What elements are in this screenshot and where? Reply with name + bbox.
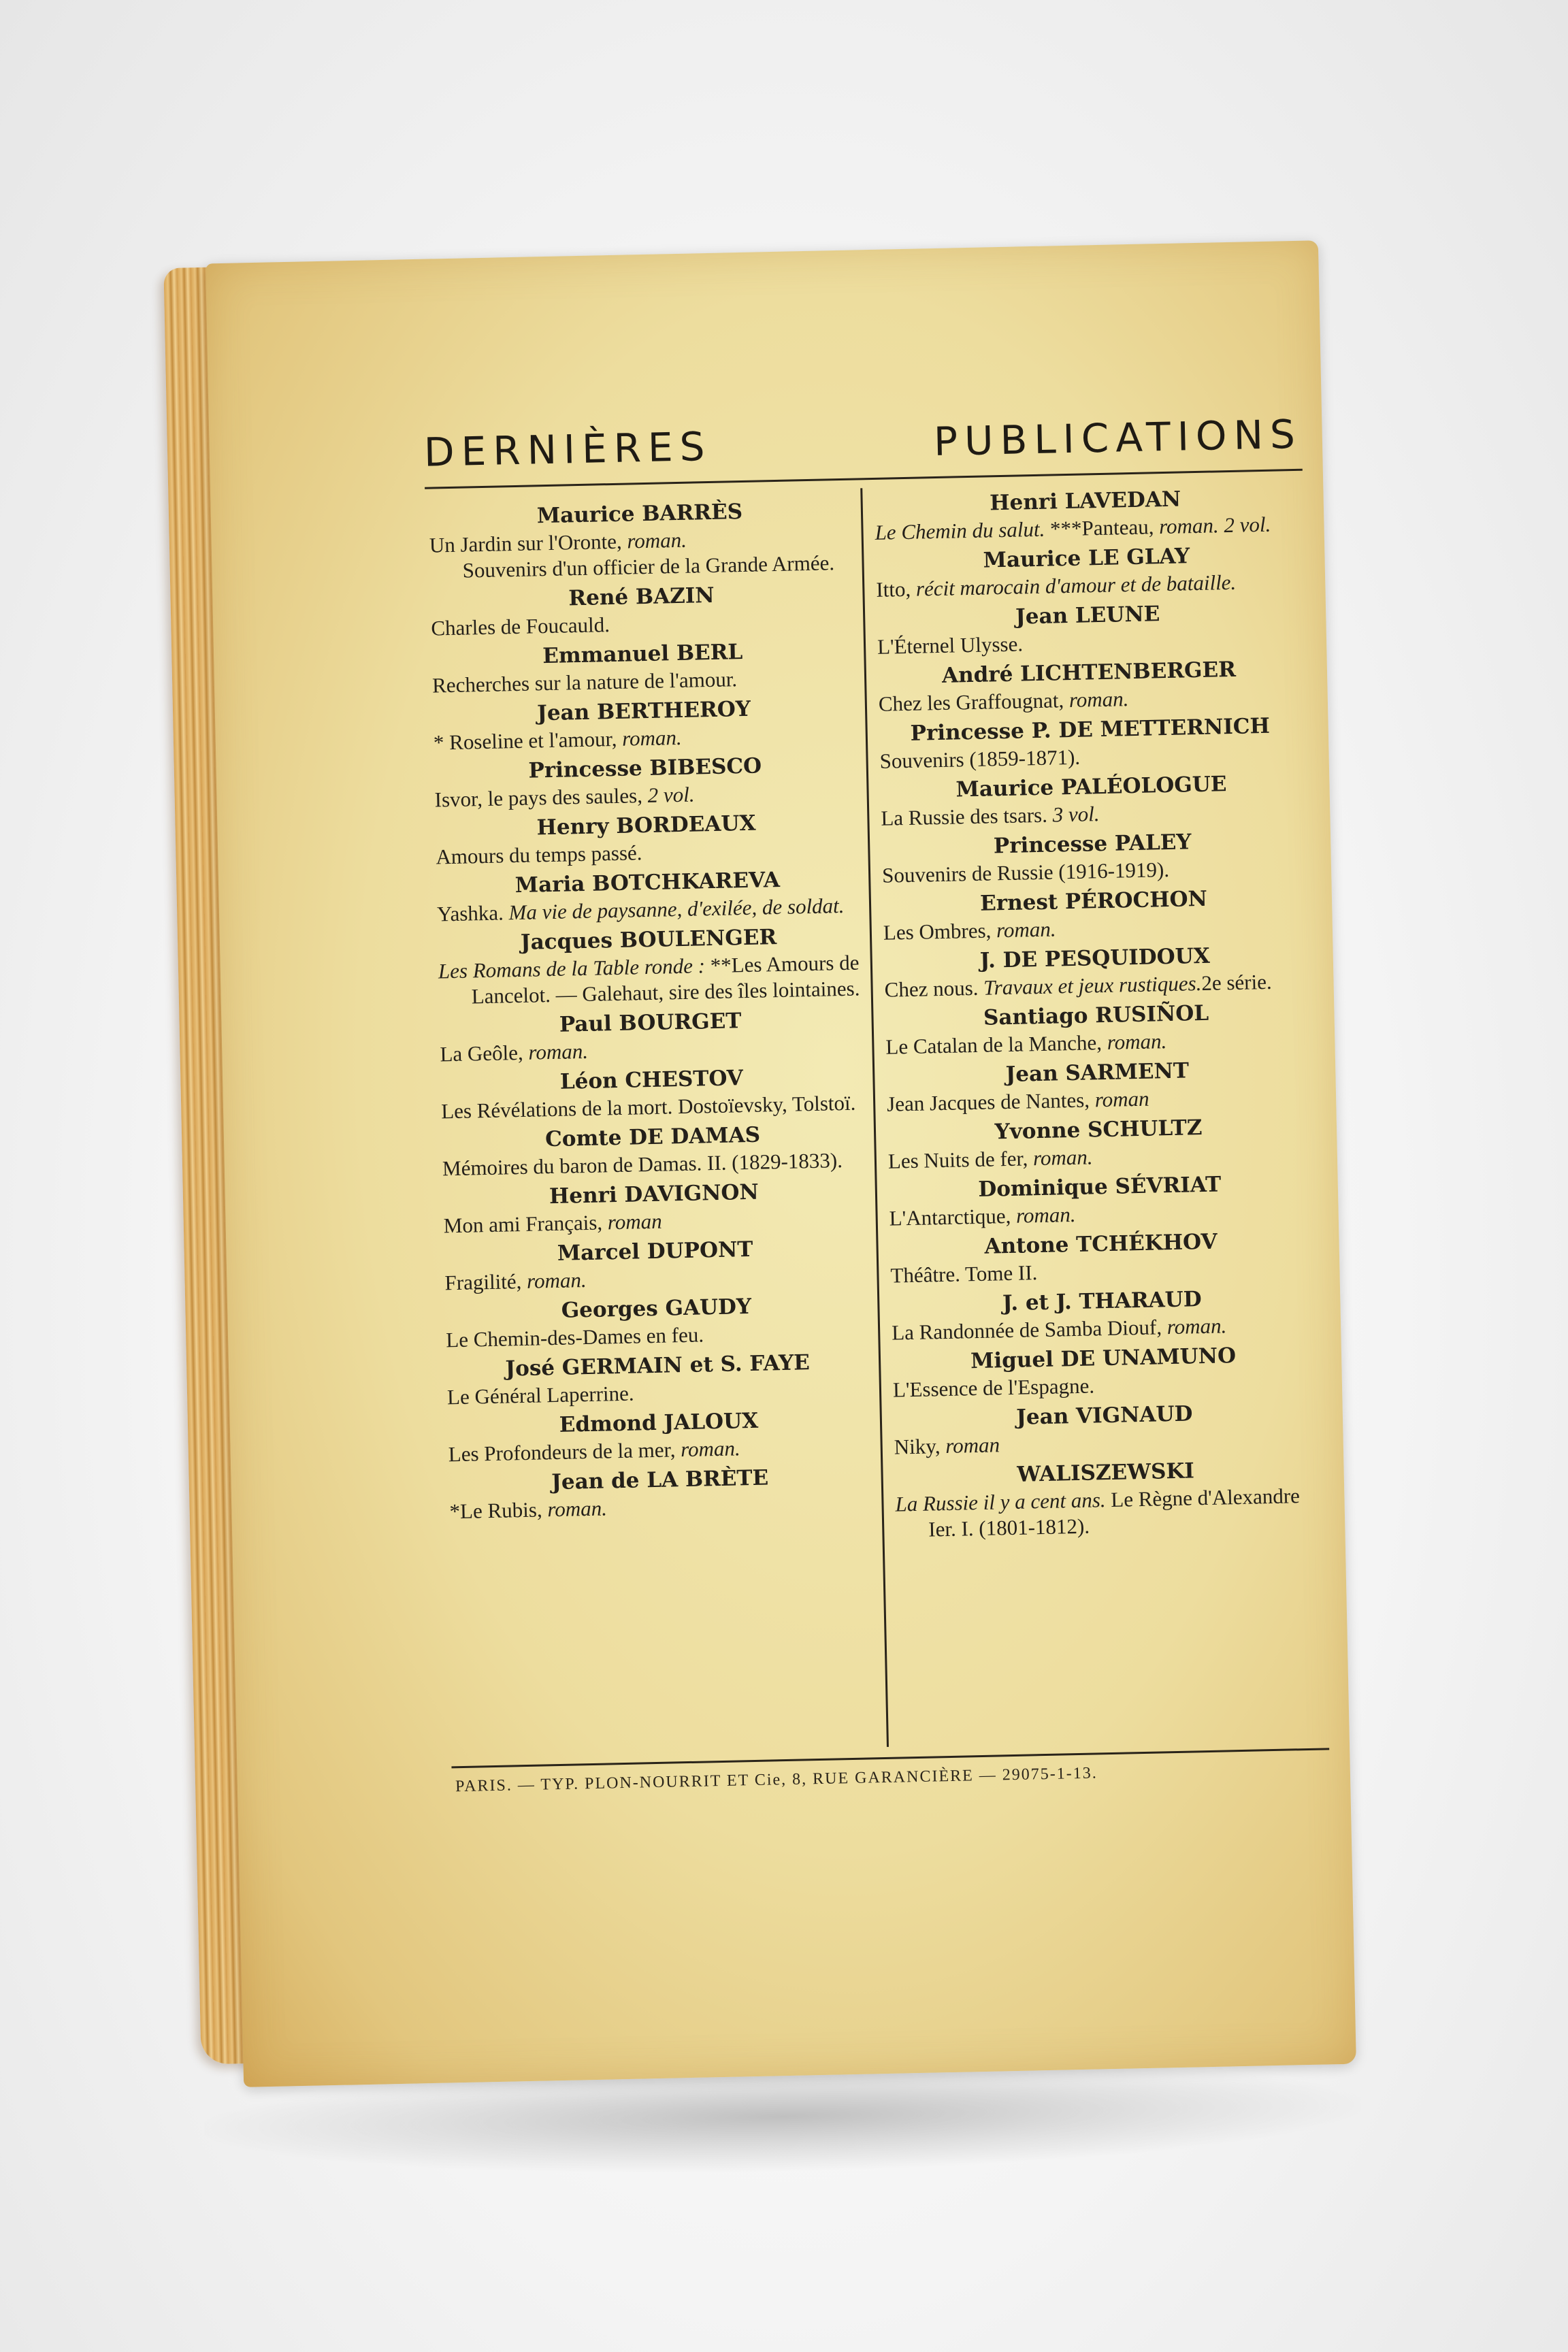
publication-entry bbox=[886, 1054, 1309, 1117]
author-name: J. et J. THARAUD bbox=[1002, 1287, 1203, 1316]
title-italic-text: roman. bbox=[1032, 1145, 1093, 1171]
title-text: **Les Amours de Lancelot. — Galehaut, sire des îles lointaines. bbox=[471, 950, 860, 1009]
book-title bbox=[895, 1483, 1318, 1544]
publication-entry bbox=[448, 1404, 871, 1467]
author-name: José GERMAIN et S. FAYE bbox=[505, 1350, 811, 1382]
publication-entry bbox=[440, 1061, 864, 1124]
publication-entry bbox=[439, 1004, 862, 1067]
title-text: Recherches sur la nature de l'amour. bbox=[431, 667, 738, 698]
book-title bbox=[429, 524, 851, 585]
publication-entry bbox=[877, 597, 1300, 660]
title-text: Mon ami Français, bbox=[443, 1210, 608, 1238]
title-text: L'Antarctique, bbox=[889, 1203, 1017, 1230]
book-title bbox=[438, 950, 861, 1011]
publication-entry bbox=[438, 921, 861, 1011]
title-text: Le Chemin-des-Dames en feu. bbox=[445, 1322, 704, 1352]
publication-entry bbox=[430, 578, 853, 642]
title-italic-text: La Russie il y a cent ans. bbox=[895, 1487, 1111, 1516]
author-name: Princesse PALEY bbox=[993, 830, 1192, 859]
author-name: Jean LEUNE bbox=[1015, 602, 1160, 630]
publication-entry bbox=[893, 1397, 1316, 1460]
title-italic-text: roman. bbox=[1068, 687, 1129, 712]
author-name: Princesse P. DE METTERNICH bbox=[910, 713, 1271, 746]
author-name: André LICHTENBERGER bbox=[941, 657, 1237, 688]
author-name: Edmond JALOUX bbox=[559, 1408, 759, 1437]
title-italic-text: roman. bbox=[627, 527, 687, 553]
author-name: Maria BOTCHKAREVA bbox=[514, 867, 781, 898]
title-text: Charles de Foucauld. bbox=[431, 612, 610, 640]
publication-entry bbox=[885, 997, 1308, 1060]
title-italic-text: roman. bbox=[547, 1496, 608, 1522]
publication-entry bbox=[429, 495, 852, 585]
author-name: Jean SARMENT bbox=[1005, 1058, 1190, 1088]
title-italic-text: Les Romans de la Table ronde : bbox=[438, 953, 711, 983]
title-text: L'Essence de l'Espagne. bbox=[892, 1373, 1095, 1402]
title-italic-text: roman. bbox=[1015, 1202, 1076, 1228]
title-text: Fragilité, bbox=[444, 1269, 527, 1295]
title-italic-text: roman. bbox=[996, 917, 1056, 943]
title-text: L'Éternel Ulysse. bbox=[877, 632, 1024, 659]
publication-entry bbox=[445, 1290, 868, 1353]
title-text: Le Règne d'Alexandre Ier. I. (1801-1812). bbox=[928, 1484, 1301, 1541]
title-text: 2e série. bbox=[1201, 969, 1273, 995]
author-name: Paul BOURGET bbox=[559, 1009, 742, 1037]
left-column bbox=[429, 495, 872, 1528]
publication-entry bbox=[442, 1118, 865, 1181]
author-name: Princesse BIBESCO bbox=[528, 753, 762, 783]
author-name: Ernest PÉROCHON bbox=[979, 886, 1208, 916]
title-italic-text: roman bbox=[607, 1209, 662, 1235]
author-name: Marcel DUPONT bbox=[557, 1237, 753, 1266]
title-italic-text: roman. bbox=[1107, 1029, 1167, 1054]
author-name: Georges GAUDY bbox=[561, 1294, 752, 1323]
title-extra-text: Souvenirs d'un officier de la Grande Armée. bbox=[462, 551, 835, 583]
publication-entry bbox=[446, 1347, 870, 1410]
title-text: Souvenirs de Russie (1916-1919). bbox=[881, 857, 1170, 887]
publication-entry bbox=[434, 750, 857, 813]
author-name: Antone TCHÉKHOV bbox=[984, 1229, 1218, 1259]
title-text: Le Général Laperrine. bbox=[446, 1381, 634, 1409]
publication-entry bbox=[433, 693, 856, 756]
title-text: La Russie des tsars. bbox=[881, 802, 1053, 830]
page-heading bbox=[423, 411, 1302, 476]
author-name: Yvonne SCHULTZ bbox=[994, 1115, 1203, 1145]
printer-imprint: PARIS. — TYP. PLON-NOURRIT ET Cie, 8, RUE GARANCIÈRE — 29075-1-13. bbox=[455, 1764, 1098, 1796]
title-text: Jean Jacques de Nantes, bbox=[886, 1088, 1096, 1116]
publication-entry bbox=[874, 483, 1297, 546]
title-text: Amours du temps passé. bbox=[436, 840, 642, 869]
author-name: Dominique SÉVRIAT bbox=[977, 1172, 1222, 1202]
author-name: Comte DE DAMAS bbox=[544, 1122, 761, 1152]
author-name: Maurice PALÉOLOGUE bbox=[956, 772, 1227, 802]
author-name: René BAZIN bbox=[568, 583, 715, 611]
author-name: Jacques BOULENGER bbox=[520, 925, 777, 955]
title-text: Niky, bbox=[894, 1434, 946, 1459]
title-italic-text: Ma vie de paysanne, d'exilée, de soldat. bbox=[508, 893, 845, 925]
publication-entry bbox=[878, 654, 1301, 717]
title-italic-text: roman bbox=[1094, 1086, 1149, 1112]
title-italic-text: roman. 2 vol. bbox=[1158, 512, 1271, 539]
author-name: Henry BORDEAUX bbox=[536, 811, 756, 840]
publication-entry bbox=[443, 1175, 866, 1239]
title-italic-text: récit marocain d'amour et de bataille. bbox=[915, 570, 1237, 601]
publication-entry bbox=[888, 1169, 1311, 1232]
publication-entry bbox=[889, 1226, 1313, 1289]
title-text: ***Panteau, bbox=[1049, 514, 1160, 541]
title-text: Les Nuits de fer, bbox=[887, 1146, 1034, 1173]
author-name: Santiago RUSIÑOL bbox=[983, 1000, 1209, 1030]
publication-entry bbox=[436, 864, 860, 928]
author-name: Jean de LA BRÈTE bbox=[551, 1465, 769, 1495]
publication-entry bbox=[435, 807, 858, 870]
title-text: Les Profondeurs de la mer, bbox=[448, 1437, 681, 1467]
title-italic-text: roman. bbox=[680, 1436, 741, 1462]
author-name: Maurice LE GLAY bbox=[983, 544, 1190, 573]
publication-entry bbox=[892, 1340, 1316, 1403]
title-text: Chez nous. bbox=[884, 975, 984, 1002]
title-text: Chez les Graffougnat, bbox=[878, 687, 1070, 716]
title-text: Les Ombres, bbox=[883, 918, 997, 945]
title-italic-text: roman. bbox=[621, 725, 683, 751]
publication-entry bbox=[887, 1111, 1311, 1175]
title-italic-text: roman bbox=[945, 1433, 1000, 1458]
publication-entry bbox=[881, 826, 1305, 889]
title-italic-text: 2 vol. bbox=[647, 782, 695, 807]
heading-word-2: PUBLICATIONS bbox=[933, 410, 1303, 466]
title-italic-text: roman. bbox=[1166, 1313, 1227, 1339]
publication-entry bbox=[894, 1454, 1318, 1544]
author-name: Léon CHESTOV bbox=[559, 1066, 744, 1094]
publication-entry bbox=[431, 636, 855, 699]
title-text: Isvor, le pays des saules, bbox=[434, 783, 648, 812]
publication-entry bbox=[444, 1232, 867, 1296]
publication-entry bbox=[879, 711, 1302, 774]
publication-entry bbox=[880, 768, 1303, 832]
title-text: Le Catalan de la Manche, bbox=[885, 1030, 1108, 1059]
publication-entry bbox=[448, 1461, 872, 1524]
title-italic-text: Travaux et jeux rustiques. bbox=[983, 971, 1202, 1000]
author-name: Henri LAVEDAN bbox=[989, 487, 1181, 516]
author-name: Emmanuel BERL bbox=[542, 640, 743, 669]
publication-entry bbox=[891, 1283, 1314, 1346]
title-italic-text: roman. bbox=[528, 1039, 589, 1064]
title-italic-text: 3 vol. bbox=[1052, 802, 1100, 827]
right-column bbox=[874, 483, 1318, 1546]
publication-entry bbox=[875, 540, 1298, 603]
author-name: Miguel DE UNAMUNO bbox=[970, 1343, 1237, 1374]
title-text: La Randonnée de Samba Diouf, bbox=[891, 1315, 1168, 1345]
author-name: WALISZEWSKI bbox=[1017, 1458, 1195, 1487]
title-text: Yashka. bbox=[436, 900, 509, 926]
title-text: *Le Rubis, bbox=[449, 1497, 548, 1524]
publication-entry bbox=[883, 883, 1306, 946]
title-text: Souvenirs (1859-1871). bbox=[879, 745, 1081, 773]
title-text: Itto, bbox=[875, 576, 917, 602]
heading-word-1: DERNIÈRES bbox=[423, 423, 713, 476]
title-text: Un Jardin sur l'Oronte, bbox=[429, 529, 627, 557]
title-text: Théâtre. Tome II. bbox=[890, 1260, 1038, 1288]
author-name: Jean BERTHEROY bbox=[536, 696, 751, 726]
title-italic-text: Le Chemin du salut. bbox=[875, 517, 1051, 544]
author-name: Henri DAVIGNON bbox=[549, 1179, 760, 1209]
publication-entry bbox=[883, 940, 1307, 1003]
title-text: Les Révélations de la mort. Dostoïevsky, Tolstoï. bbox=[440, 1090, 856, 1124]
author-name: J. DE PESQUIDOUX bbox=[979, 943, 1211, 973]
title-text: * Roseline et l'amour, bbox=[433, 726, 623, 755]
book-back-cover bbox=[206, 240, 1356, 2087]
title-text: La Geôle, bbox=[440, 1040, 529, 1066]
title-text: Mémoires du baron de Damas. II. (1829-1833). bbox=[442, 1148, 843, 1181]
title-italic-text: roman. bbox=[526, 1268, 587, 1293]
author-name: Maurice BARRÈS bbox=[536, 499, 743, 529]
author-name: Jean VIGNAUD bbox=[1015, 1401, 1193, 1430]
